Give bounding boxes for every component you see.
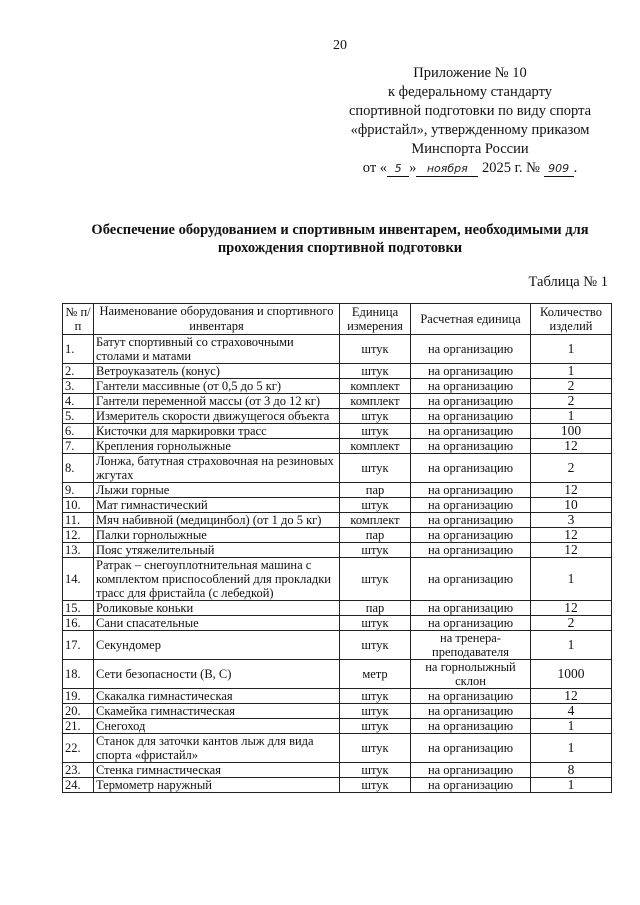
table-row [63,439,612,454]
handwritten-order-number: 909 [544,162,574,177]
cell-unit: комплект [340,439,411,454]
cell-number: 15. [63,601,94,616]
cell-quantity: 2 [531,454,612,483]
cell-quantity: 1 [531,719,612,734]
cell-number: 18. [63,660,94,689]
cell-calc-unit: на организацию [411,601,531,616]
cell-unit: штук [340,543,411,558]
page-number: 20 [333,38,347,53]
table-row [63,543,612,558]
cell-calc-unit: на организацию [411,483,531,498]
table-row [63,335,612,364]
table-label: Таблица № 1 [528,274,608,290]
document-title: Обеспечение оборудованием и спортивным инвентарем, необходимыми для прохождения спортивной подготовки [91,222,589,256]
cell-name: Гантели массивные (от 0,5 до 5 кг) [94,379,340,394]
cell-calc-unit: на организацию [411,335,531,364]
cell-quantity: 3 [531,513,612,528]
cell-name: Батут спортивный со страховочными столами и матами [94,335,340,364]
cell-quantity: 4 [531,704,612,719]
cell-number: 7. [63,439,94,454]
cell-unit: штук [340,364,411,379]
cell-quantity: 8 [531,763,612,778]
cell-quantity: 2 [531,379,612,394]
cell-unit: штук [340,704,411,719]
cell-number: 6. [63,424,94,439]
table-row [63,454,612,483]
header-col-calc-unit: Расчетная единица [411,304,531,335]
cell-unit: штук [340,424,411,439]
date-mid: » [409,160,417,176]
cell-calc-unit: на организацию [411,394,531,409]
cell-number: 5. [63,409,94,424]
cell-number: 13. [63,543,94,558]
cell-calc-unit: на организацию [411,719,531,734]
cell-calc-unit: на организацию [411,424,531,439]
cell-calc-unit: на организацию [411,528,531,543]
table-row [63,409,612,424]
cell-name: Сани спасательные [94,616,340,631]
date-prefix: от « [362,160,388,176]
table-row [63,513,612,528]
table-row [63,601,612,616]
cell-name: Стенка гимнастическая [94,763,340,778]
cell-quantity: 100 [531,424,612,439]
equipment-table [62,303,612,793]
cell-number: 21. [63,719,94,734]
cell-name: Станок для заточки кантов лыж для вида спорта «фристайл» [94,734,340,763]
header-col-quantity: Количество изделий [531,304,612,335]
appendix-date [330,159,610,178]
cell-quantity: 12 [531,483,612,498]
appendix-line: Приложение № 10 [413,65,527,81]
appendix-line: спортивной подготовки по виду спорта [348,103,592,119]
cell-calc-unit: на организацию [411,409,531,424]
cell-number: 17. [63,631,94,660]
cell-number: 4. [63,394,94,409]
cell-number: 22. [63,734,94,763]
cell-unit: комплект [340,513,411,528]
handwritten-day: 5 [387,162,409,177]
table-row [63,689,612,704]
cell-calc-unit: на организацию [411,778,531,793]
table-row [63,424,612,439]
cell-name: Ратрак – снегоуплотнительная машина с комплектом приспособлений для прокладки трасс для фристайла (с лебедкой) [94,558,340,601]
cell-unit: штук [340,335,411,364]
appendix-header [330,64,610,178]
table-row [63,631,612,660]
cell-calc-unit: на организацию [411,763,531,778]
cell-number: 8. [63,454,94,483]
table-row [63,660,612,689]
cell-unit: штук [340,778,411,793]
cell-quantity: 1 [531,364,612,379]
cell-unit: пар [340,483,411,498]
cell-number: 20. [63,704,94,719]
cell-unit: комплект [340,394,411,409]
cell-number: 2. [63,364,94,379]
cell-calc-unit: на организацию [411,616,531,631]
cell-unit: штук [340,454,411,483]
cell-quantity: 1000 [531,660,612,689]
cell-number: 1. [63,335,94,364]
cell-unit: метр [340,660,411,689]
table-row [63,483,612,498]
cell-name: Измеритель скорости движущегося объекта [94,409,340,424]
cell-calc-unit: на организацию [411,734,531,763]
cell-calc-unit: на организацию [411,439,531,454]
table-row [63,558,612,601]
cell-name: Гантели переменной массы (от 3 до 12 кг) [94,394,340,409]
cell-unit: штук [340,734,411,763]
cell-name: Пояс утяжелительный [94,543,340,558]
table-row [63,734,612,763]
table-row [63,778,612,793]
table-row [63,498,612,513]
cell-quantity: 1 [531,558,612,601]
cell-name: Крепления горнолыжные [94,439,340,454]
appendix-line: «фристайл», утвержденному приказом [350,122,590,138]
cell-number: 14. [63,558,94,601]
cell-number: 16. [63,616,94,631]
cell-name: Снегоход [94,719,340,734]
cell-name: Сети безопасности (B, C) [94,660,340,689]
cell-unit: комплект [340,379,411,394]
cell-calc-unit: на организацию [411,704,531,719]
cell-name: Палки горнолыжные [94,528,340,543]
cell-name: Секундомер [94,631,340,660]
cell-calc-unit: на организацию [411,513,531,528]
cell-quantity: 10 [531,498,612,513]
table-header-row [63,304,612,335]
cell-number: 3. [63,379,94,394]
table-row [63,616,612,631]
cell-quantity: 12 [531,543,612,558]
cell-calc-unit: на организацию [411,689,531,704]
cell-name: Роликовые коньки [94,601,340,616]
cell-number: 11. [63,513,94,528]
cell-unit: штук [340,719,411,734]
table-row [63,379,612,394]
cell-number: 19. [63,689,94,704]
cell-unit: штук [340,558,411,601]
table-row [63,704,612,719]
cell-name: Мяч набивной (медицинбол) (от 1 до 5 кг) [94,513,340,528]
cell-quantity: 12 [531,528,612,543]
cell-calc-unit: на горнолыжный склон [411,660,531,689]
header-col-unit: Единица измерения [340,304,411,335]
table-row [63,528,612,543]
cell-calc-unit: на организацию [411,454,531,483]
cell-unit: штук [340,631,411,660]
cell-quantity: 1 [531,734,612,763]
cell-quantity: 12 [531,439,612,454]
appendix-line: Минспорта России [411,141,529,157]
date-year: 2025 г. № [481,160,540,176]
cell-unit: пар [340,601,411,616]
header-col-number: № п/п [63,304,94,335]
cell-calc-unit: на организацию [411,558,531,601]
table-row [63,364,612,379]
cell-name: Скамейка гимнастическая [94,704,340,719]
cell-calc-unit: на организацию [411,379,531,394]
cell-quantity: 2 [531,394,612,409]
table-row [63,763,612,778]
handwritten-month: ноября [416,162,478,177]
cell-quantity: 1 [531,409,612,424]
cell-unit: штук [340,616,411,631]
cell-number: 9. [63,483,94,498]
cell-unit: штук [340,498,411,513]
date-end: . [573,160,578,176]
cell-name: Лыжи горные [94,483,340,498]
appendix-line: к федеральному стандарту [388,84,552,100]
cell-unit: штук [340,689,411,704]
header-col-name: Наименование оборудования и спортивного инвентаря [94,304,340,335]
cell-quantity: 12 [531,689,612,704]
cell-name: Скакалка гимнастическая [94,689,340,704]
cell-unit: штук [340,763,411,778]
cell-number: 12. [63,528,94,543]
cell-number: 24. [63,778,94,793]
cell-calc-unit: на организацию [411,498,531,513]
cell-calc-unit: на тренера-преподавателя [411,631,531,660]
table-row [63,394,612,409]
cell-unit: пар [340,528,411,543]
cell-quantity: 1 [531,778,612,793]
cell-quantity: 12 [531,601,612,616]
cell-name: Кисточки для маркировки трасс [94,424,340,439]
cell-unit: штук [340,409,411,424]
cell-calc-unit: на организацию [411,543,531,558]
cell-quantity: 2 [531,616,612,631]
cell-name: Ветроуказатель (конус) [94,364,340,379]
table-row [63,719,612,734]
cell-name: Лонжа, батутная страховочная на резиновых жгутах [94,454,340,483]
cell-name: Мат гимнастический [94,498,340,513]
cell-calc-unit: на организацию [411,364,531,379]
cell-number: 23. [63,763,94,778]
cell-number: 10. [63,498,94,513]
cell-name: Термометр наружный [94,778,340,793]
cell-quantity: 1 [531,631,612,660]
cell-quantity: 1 [531,335,612,364]
